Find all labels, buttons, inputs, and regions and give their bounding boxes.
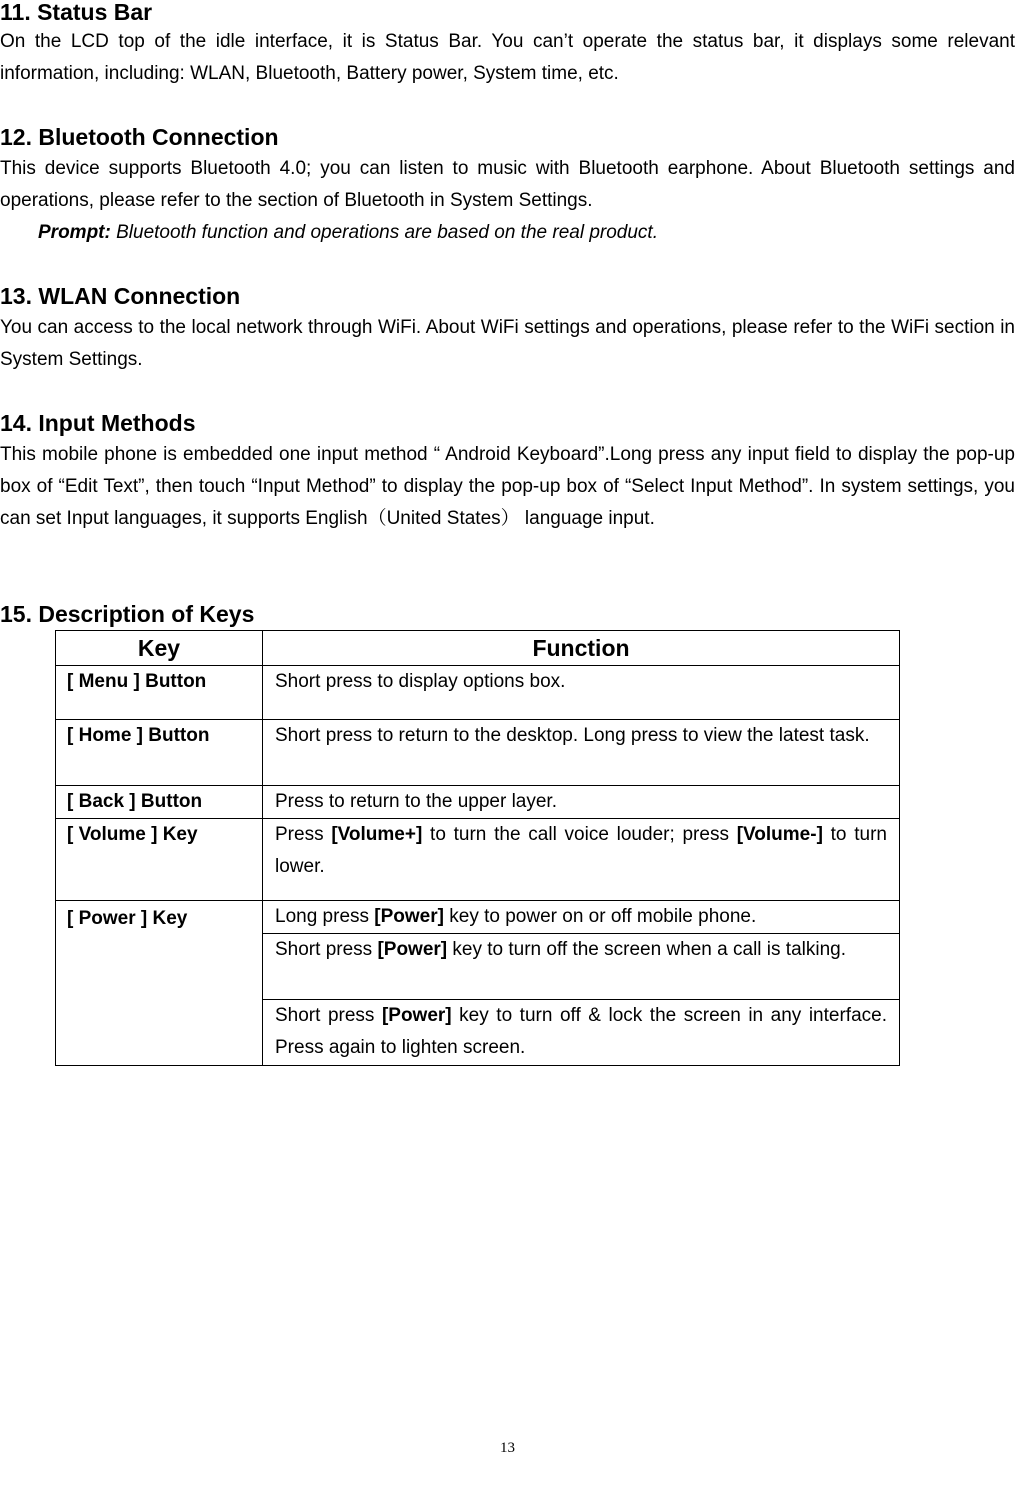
fn-cell-back: Press to return to the upper layer. bbox=[263, 786, 900, 819]
wlan-body: You can access to the local network through WiFi. About WiFi settings and operations, please refer to the WiFi section in System Settings. bbox=[0, 317, 1015, 370]
bluetooth-prompt bbox=[38, 217, 998, 249]
key-cell-volume: [ Volume ] Key bbox=[56, 819, 263, 901]
fn-text: Short press bbox=[275, 1005, 382, 1026]
fn-bold: [Volume+] bbox=[331, 824, 423, 845]
status-bar-body: On the LCD top of the idle interface, it is Status Bar. You can’t operate the status bar, it displays some relevant information, including: WLAN, Bluetooth, Battery power, System time, etc. bbox=[0, 31, 1015, 84]
heading-keys: 15. Description of Keys bbox=[0, 601, 255, 627]
table-row bbox=[56, 786, 900, 819]
fn-text: Long press bbox=[275, 906, 375, 927]
table-row bbox=[56, 901, 900, 934]
key-cell-back: [ Back ] Button bbox=[56, 786, 263, 819]
fn-text: key to turn off the screen when a call is talking. bbox=[447, 939, 846, 960]
fn-cell-menu: Short press to display options box. bbox=[263, 666, 900, 720]
fn-text: Press bbox=[275, 824, 332, 845]
fn-bold: [Power] bbox=[374, 906, 444, 927]
fn-bold: [Power] bbox=[377, 939, 448, 960]
heading-bluetooth: 12. Bluetooth Connection bbox=[0, 124, 279, 150]
table-row bbox=[56, 720, 900, 786]
fn-text: to turn lower. bbox=[275, 824, 887, 877]
heading-input-methods: 14. Input Methods bbox=[0, 410, 196, 436]
heading-status-bar: 11. Status Bar bbox=[0, 0, 153, 25]
page-number: 13 bbox=[500, 1440, 515, 1456]
fn-cell-home: Short press to return to the desktop. Long press to view the latest task. bbox=[263, 720, 900, 786]
input-methods-body: This mobile phone is embedded one input method “ Android Keyboard”.Long press any input field to display the pop-up box of “Edit Text”, then touch “Input Method” to display the pop-up box of “Select Input Method”. In system settings, you can set Input languages, it supports English（United States） language input. bbox=[0, 444, 1015, 529]
fn-text: key to power on or off mobile phone. bbox=[443, 906, 757, 927]
key-cell-home: [ Home ] Button bbox=[56, 720, 263, 786]
fn-text: Short press bbox=[275, 939, 378, 960]
prompt-label: Prompt: bbox=[38, 222, 111, 243]
col-key-header: Key bbox=[56, 631, 263, 666]
fn-cell-power-2 bbox=[263, 934, 900, 1000]
fn-cell-volume bbox=[263, 819, 900, 901]
fn-text: to turn the call voice louder; press bbox=[422, 824, 737, 845]
fn-bold: [Volume-] bbox=[736, 824, 823, 845]
table-row bbox=[56, 666, 900, 720]
prompt-text: Bluetooth function and operations are based on the real product. bbox=[110, 222, 658, 243]
col-function-header: Function bbox=[263, 631, 900, 666]
key-cell-menu: [ Menu ] Button bbox=[56, 666, 263, 720]
fn-cell-power-1 bbox=[263, 901, 900, 934]
fn-cell-power-3 bbox=[263, 1000, 900, 1066]
key-cell-power: [ Power ] Key bbox=[56, 901, 263, 1066]
fn-text: key to turn off & lock the screen in any interface. Press again to lighten screen. bbox=[275, 1005, 887, 1058]
table-row bbox=[56, 819, 900, 901]
table-header-row bbox=[56, 631, 900, 666]
bluetooth-body: This device supports Bluetooth 4.0; you can listen to music with Bluetooth earphone. About Bluetooth settings and operations, please refer to the section of Bluetooth in System Settings. bbox=[0, 158, 1015, 211]
heading-wlan: 13. WLAN Connection bbox=[0, 283, 241, 309]
keys-table bbox=[55, 630, 900, 1066]
fn-bold: [Power] bbox=[381, 1005, 452, 1026]
